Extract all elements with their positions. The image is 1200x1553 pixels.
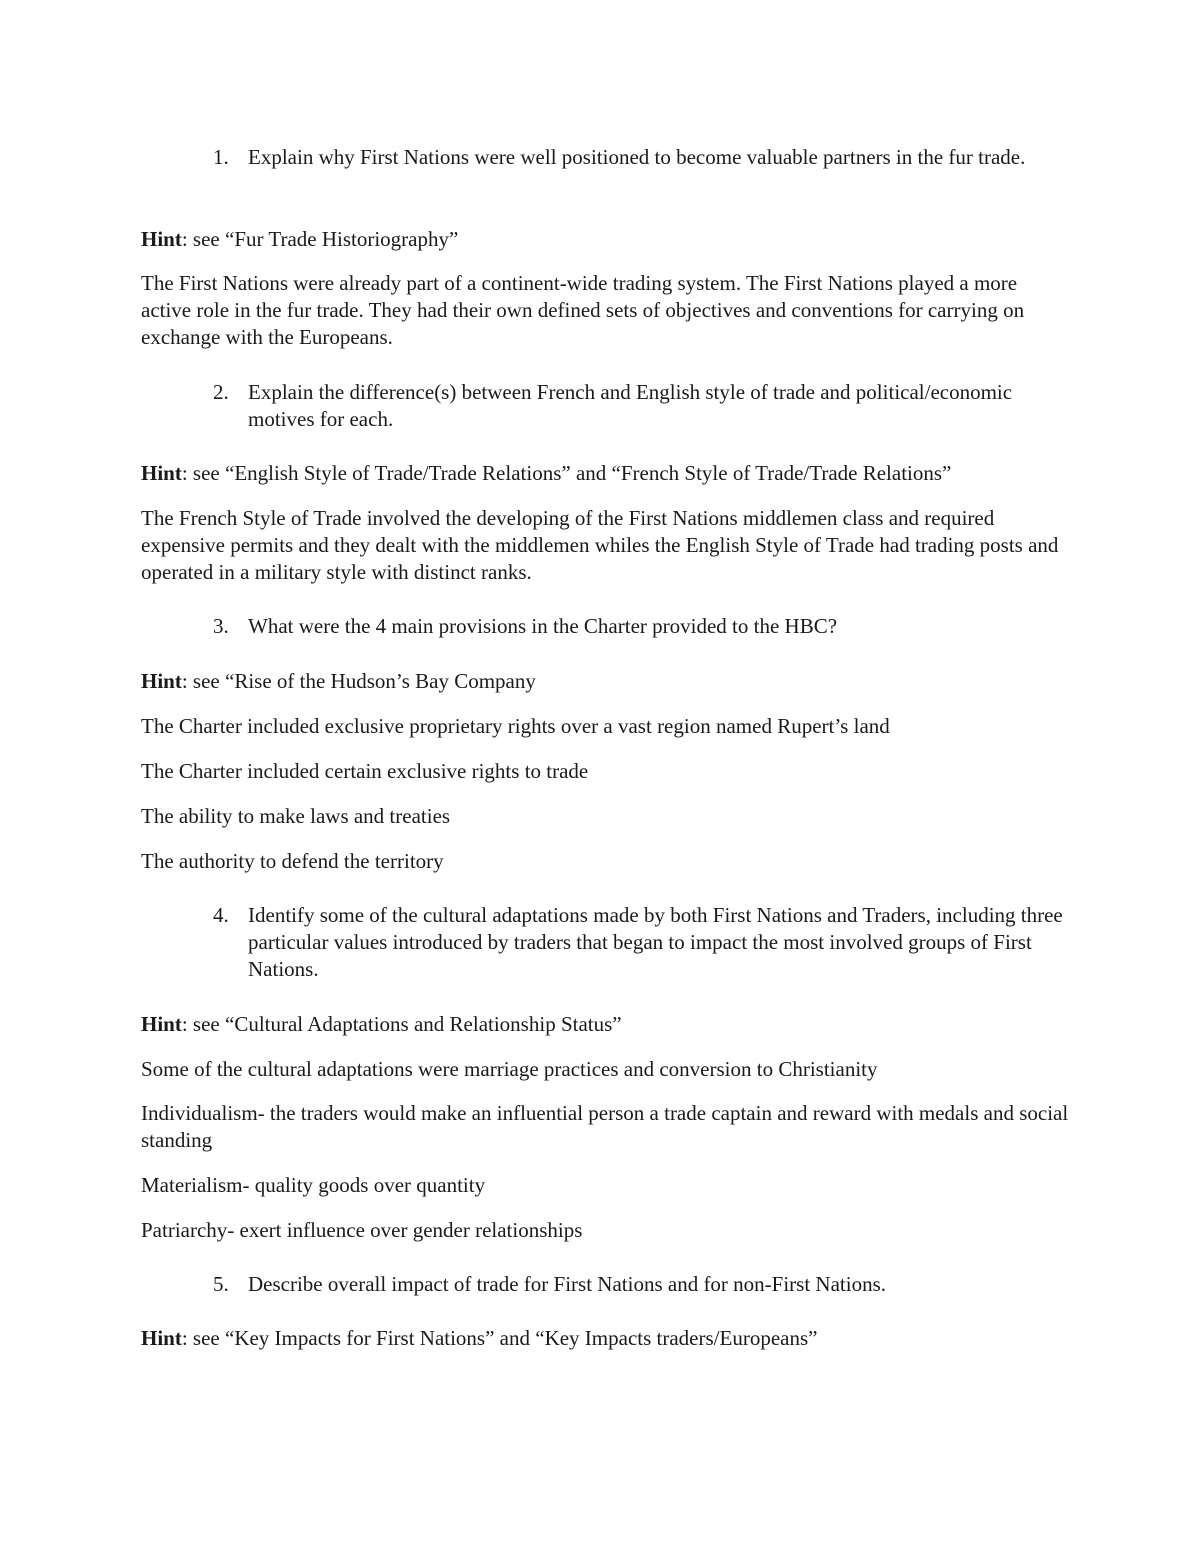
question-3 <box>213 613 1073 640</box>
question-5 <box>213 1271 1073 1298</box>
question-number: 3. <box>213 614 229 638</box>
hint-text: : see “Key Impacts for First Nations” and “Key Impacts traders/Europeans” <box>181 1326 818 1350</box>
question-1 <box>213 144 1073 171</box>
answer-3-line-4: The authority to defend the territory <box>141 849 444 873</box>
answer-4-line-2: Individualism- the traders would make an influential person a trade captain and reward with medals and social standing <box>141 1101 1069 1152</box>
question-number: 1. <box>213 145 229 169</box>
answer-1-paragraph: The First Nations were already part of a continent-wide trading system. The First Nations played a more active role in the fur trade. They had their own defined sets of objectives and conventions for carrying on exchange with the Europeans. <box>141 271 1025 349</box>
hint-1 <box>141 226 1071 253</box>
question-2 <box>213 379 1073 433</box>
hint-label: Hint <box>141 461 182 485</box>
question-number: 5. <box>213 1272 229 1296</box>
answer-2-paragraph: The French Style of Trade involved the developing of the First Nations middlemen class and required expensive permits and they dealt with the middlemen whiles the English Style of Trade had trading posts and operated in a military style with distinct ranks. <box>141 506 1059 584</box>
question-text: Describe overall impact of trade for First Nations and for non-First Nations. <box>248 1272 887 1296</box>
answer-4-line-4: Patriarchy- exert influence over gender relationships <box>141 1218 583 1242</box>
answer-3-line-2: The Charter included certain exclusive rights to trade <box>141 759 589 783</box>
question-text: Identify some of the cultural adaptations made by both First Nations and Traders, including three particular values introduced by traders that began to impact the most involved groups of First Nations. <box>248 903 1063 981</box>
hint-5 <box>141 1325 1071 1352</box>
hint-label: Hint <box>141 227 182 251</box>
answer-4-line-3: Materialism- quality goods over quantity <box>141 1173 486 1197</box>
question-text: Explain the difference(s) between French and English style of trade and political/economic motives for each. <box>248 380 1013 431</box>
hint-text: : see “Fur Trade Historiography” <box>181 227 459 251</box>
answer-4-line-1: Some of the cultural adaptations were marriage practices and conversion to Christianity <box>141 1057 878 1081</box>
answer-3-line-3: The ability to make laws and treaties <box>141 804 451 828</box>
hint-3 <box>141 668 1071 695</box>
hint-4 <box>141 1011 1071 1038</box>
hint-text: : see “Cultural Adaptations and Relationship Status” <box>181 1012 622 1036</box>
hint-text: : see “English Style of Trade/Trade Relations” and “French Style of Trade/Trade Relations” <box>181 461 952 485</box>
question-number: 4. <box>213 903 229 927</box>
hint-label: Hint <box>141 669 182 693</box>
hint-text: : see “Rise of the Hudson’s Bay Company <box>181 669 536 693</box>
question-text: What were the 4 main provisions in the Charter provided to the HBC? <box>248 614 838 638</box>
question-text: Explain why First Nations were well positioned to become valuable partners in the fur trade. <box>248 145 1026 169</box>
question-number: 2. <box>213 380 229 404</box>
question-4 <box>213 902 1073 983</box>
hint-label: Hint <box>141 1326 182 1350</box>
hint-2 <box>141 460 1071 487</box>
answer-3-line-1: The Charter included exclusive proprietary rights over a vast region named Rupert’s land <box>141 714 890 738</box>
hint-label: Hint <box>141 1012 182 1036</box>
